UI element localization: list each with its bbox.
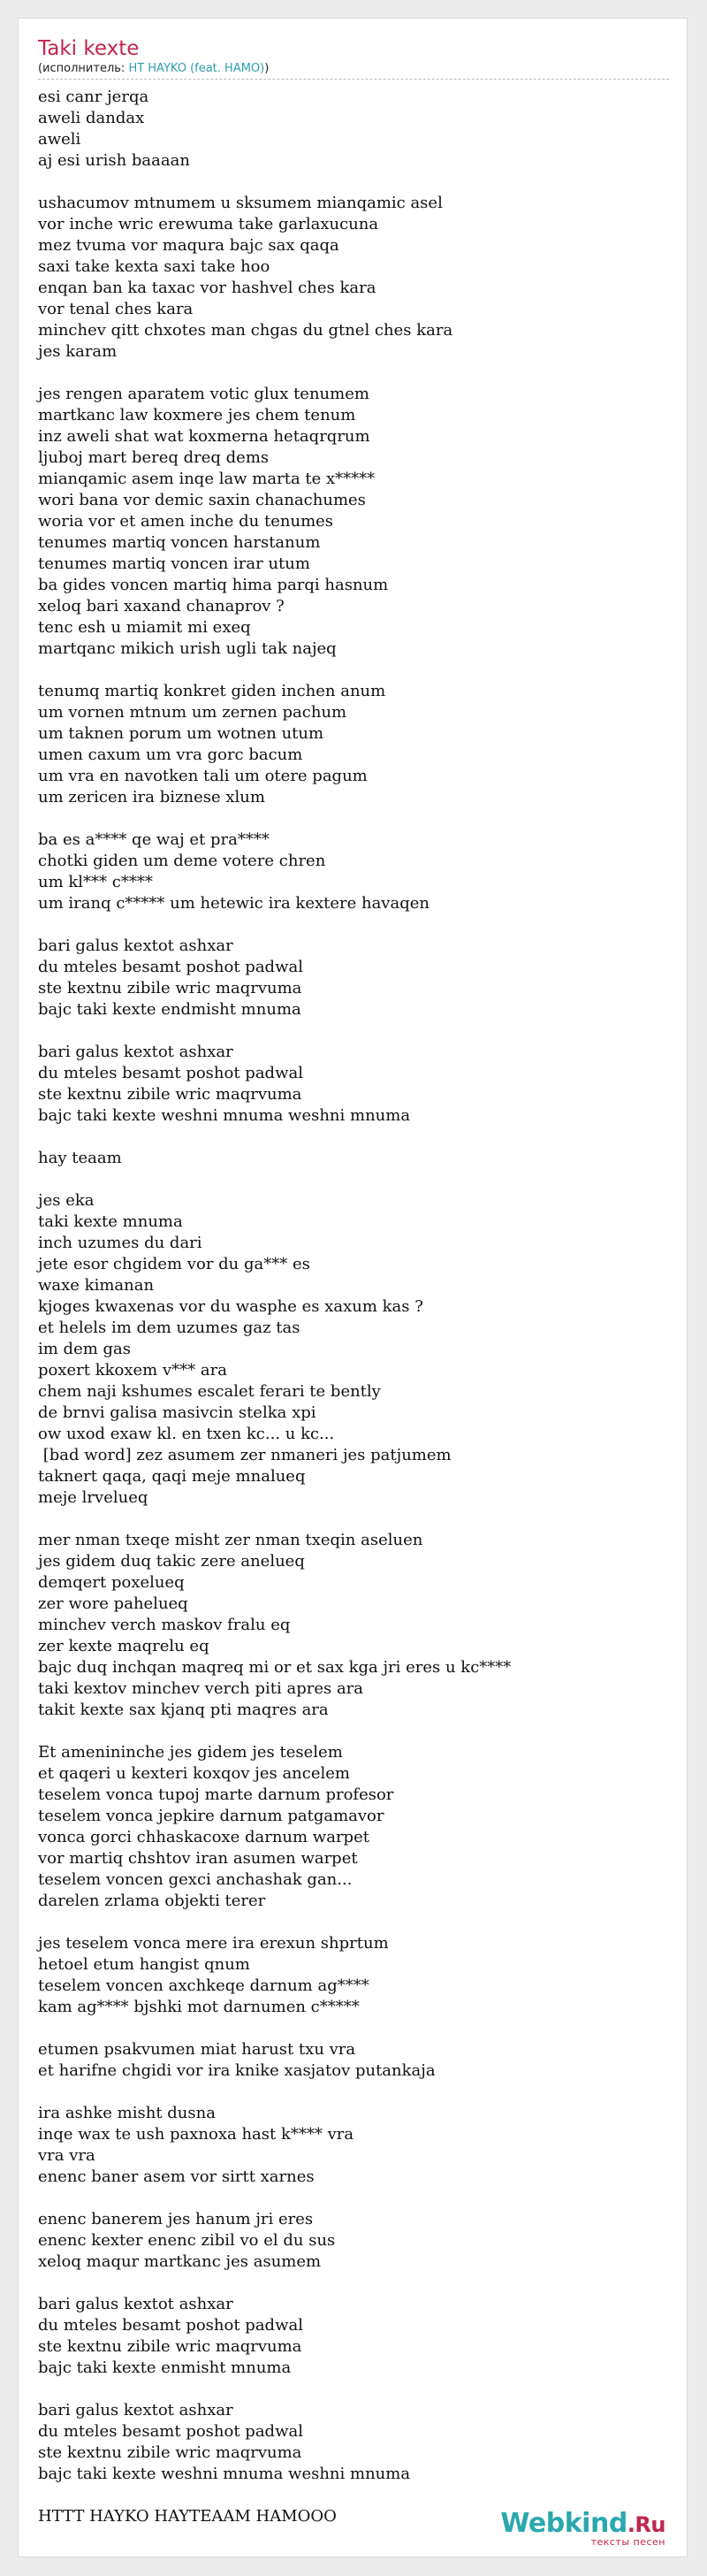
lyric-line: saxi take kexta saxi take hoo: [38, 257, 270, 276]
lyric-line: ste kextnu zibile wric maqrvuma: [38, 2337, 302, 2356]
lyric-line: bari galus kextot ashxar: [38, 936, 233, 955]
lyric-line: vor inche wric erewuma take garlaxucuna: [38, 215, 379, 233]
lyric-line: tenumq martiq konkret giden inchen anum: [38, 682, 386, 700]
lyric-line: vonca gorci chhaskacoxe darnum warpet: [38, 1828, 369, 1846]
lyric-line: bari galus kextot ashxar: [38, 1043, 233, 1061]
lyric-line: xeloq maqur martkanc jes asumem: [38, 2252, 322, 2271]
lyric-line: bajc duq inchqan maqreq mi or et sax kga jri eres u kc****: [38, 1658, 512, 1677]
lyric-line: xeloq bari xaxand chanaprov ?: [38, 597, 285, 615]
lyric-line: bajc taki kexte endmisht mnuma: [38, 1000, 301, 1019]
lyric-line: Et amenininche jes gidem jes teselem: [38, 1743, 343, 1762]
stanza-break: [38, 914, 669, 936]
lyric-line: etumen psakvumen miat harust txu vra: [38, 2040, 356, 2059]
lyric-line: poxert kkoxem v*** ara: [38, 1361, 227, 1380]
lyric-line: enqan ban ka taxac vor hashvel ches kara: [38, 279, 376, 297]
lyric-line: chem naji kshumes escalet ferari te bently: [38, 1382, 381, 1401]
stanza-break: [38, 1721, 669, 1742]
stanza-break: [38, 2379, 669, 2400]
lyric-line: wori bana vor demic saxin chanachumes: [38, 491, 366, 509]
lyric-line: ba es a**** qe waj et pra****: [38, 830, 270, 849]
lyric-line: [bad word] zez asumem zer nmaneri jes patjumem: [38, 1446, 452, 1464]
site-logo[interactable]: [500, 2510, 665, 2548]
lyric-line: ste kextnu zibile wric maqrvuma: [38, 2443, 302, 2462]
lyric-line: enenc kexter enenc zibil vo el du sus: [38, 2231, 336, 2250]
lyric-line: jes karam: [38, 342, 118, 361]
lyric-line: um zericen ira biznese xlum: [38, 788, 265, 806]
stanza-break: [38, 1509, 669, 1530]
lyric-line: woria vor et amen inche du tenumes: [38, 512, 334, 531]
lyric-line: ste kextnu zibile wric maqrvuma: [38, 1085, 302, 1104]
lyric-line: um vra en navotken tali um otere pagum: [38, 767, 368, 785]
lyric-line: meje lrvelueq: [38, 1488, 148, 1507]
logo-wordmark: [500, 2510, 665, 2539]
lyric-line: tenumes martiq voncen harstanum: [38, 533, 321, 552]
lyrics-card: [18, 18, 688, 2557]
lyric-line: jes eka: [38, 1191, 95, 1210]
lyric-line: tenc esh u miamit mi exeq: [38, 618, 251, 637]
lyric-line: umen caxum um vra gorc bacum: [38, 745, 303, 764]
lyric-line: aweli dandax: [38, 109, 145, 127]
lyric-line: HTTT HAYKO HAYTEAAM HAMOOO: [38, 2507, 337, 2526]
lyric-line: ushacumov mtnumem u sksumem mianqamic asel: [38, 194, 443, 212]
logo-tld: .Ru: [627, 2512, 665, 2537]
lyric-line: hay teaam: [38, 1149, 122, 1167]
stanza-break: [38, 2018, 669, 2039]
lyric-line: et qaqeri u kexteri koxqov jes ancelem: [38, 1764, 350, 1783]
lyric-line: mez tvuma vor maqura bajc sax qaqa: [38, 236, 339, 255]
lyric-line: taknert qaqa, qaqi meje mnalueq: [38, 1467, 306, 1486]
lyric-line: um kl*** c****: [38, 873, 153, 891]
lyric-line: bajc taki kexte weshni mnuma weshni mnuma: [38, 1106, 411, 1125]
lyric-line: inz aweli shat wat koxmerna hetaqrqrum: [38, 427, 370, 446]
lyric-line: kam ag**** bjshki mot darnumen c*****: [38, 1998, 360, 2016]
lyric-line: jes gidem duq takic zere anelueq: [38, 1552, 305, 1571]
lyric-line: takit kexte sax kjanq pti maqres ara: [38, 1701, 329, 1719]
lyric-line: inch uzumes du dari: [38, 1234, 202, 1252]
lyric-line: um iranq c***** um hetewic ira kextere havaqen: [38, 894, 430, 913]
lyric-line: um vornen mtnum um zernen pachum: [38, 703, 347, 722]
lyric-line: im dem gas: [38, 1340, 132, 1358]
lyric-line: teselem vonca tupoj marte darnum profesor: [38, 1785, 394, 1804]
lyric-line: teselem voncen axchkeqe darnum ag****: [38, 1976, 369, 1995]
performer-link[interactable]: HT HAYKO (feat. HAMO): [128, 62, 265, 75]
lyric-line: demqert poxelueq: [38, 1573, 185, 1592]
lyric-line: ste kextnu zibile wric maqrvuma: [38, 979, 302, 998]
lyric-line: taki kextov minchev verch piti apres ara: [38, 1679, 364, 1698]
lyric-line: inqe wax te ush paxnoxa hast k**** vra: [38, 2125, 354, 2144]
lyric-line: du mteles besamt poshot padwal: [38, 2422, 303, 2441]
lyric-line: bajc taki kexte weshni mnuma weshni mnuma: [38, 2465, 411, 2483]
lyric-line: zer kexte maqrelu eq: [38, 1637, 209, 1655]
stanza-break: [38, 2082, 669, 2103]
lyric-line: um taknen porum um wotnen utum: [38, 724, 324, 743]
lyric-line: du mteles besamt poshot padwal: [38, 1064, 303, 1082]
lyric-line: martqanc mikich urish ugli tak najeq: [38, 639, 337, 658]
stanza-break: [38, 1020, 669, 1042]
lyric-line: zer wore pahelueq: [38, 1594, 188, 1613]
lyric-line: mer nman txeqe misht zer nman txeqin aseluen: [38, 1531, 423, 1549]
lyric-line: enenc baner asem vor sirtt xarnes: [38, 2167, 315, 2186]
lyric-line: ira ashke misht dusna: [38, 2104, 216, 2122]
stanza-break: [38, 808, 669, 829]
lyric-line: aweli: [38, 130, 81, 149]
lyric-line: hetoel etum hangist qnum: [38, 1955, 250, 1974]
lyric-line: de brnvi galisa masivcin stelka xpi: [38, 1403, 316, 1422]
lyric-line: tenumes martiq voncen irar utum: [38, 554, 310, 573]
lyric-line: darelen zrlama objekti terer: [38, 1892, 266, 1910]
performer-suffix: ): [264, 62, 270, 75]
lyric-line: jete esor chgidem vor du ga*** es: [38, 1255, 310, 1273]
lyric-line: ljuboj mart bereq dreq dems: [38, 448, 270, 467]
stanza-break: [38, 2485, 669, 2506]
song-header: [38, 36, 669, 80]
lyric-line: martkanc law koxmere jes chem tenum: [38, 406, 356, 424]
logo-tagline: тексты песен: [590, 2536, 665, 2548]
lyric-line: aj esi urish baaaan: [38, 151, 190, 170]
lyric-line: chotki giden um deme votere chren: [38, 852, 326, 870]
lyrics-text: [38, 87, 669, 2527]
lyric-line: teselem voncen gexci anchashak gan...: [38, 1870, 353, 1889]
lyric-line: minchev verch maskov fralu eq: [38, 1616, 291, 1634]
lyric-line: ba gides voncen martiq hima parqi hasnum: [38, 576, 389, 594]
lyric-line: mianqamic asem inqe law marta te x*****: [38, 470, 376, 488]
stanza-break: [38, 1169, 669, 1190]
lyric-line: teselem vonca jepkire darnum patgamavor: [38, 1807, 384, 1825]
lyric-line: ow uxod exaw kl. en txen kc... u kc...: [38, 1425, 335, 1443]
lyric-line: enenc banerem jes hanum jri eres: [38, 2210, 314, 2228]
lyric-line: bari galus kextot ashxar: [38, 2295, 233, 2313]
lyric-line: taki kexte mnuma: [38, 1212, 183, 1231]
lyric-line: minchev qitt chxotes man chgas du gtnel ches kara: [38, 321, 453, 340]
stanza-break: [38, 2273, 669, 2294]
stanza-break: [38, 172, 669, 193]
lyric-line: kjoges kwaxenas vor du wasphe es xaxum kas ?: [38, 1297, 423, 1316]
lyric-line: vor martiq chshtov iran asumen warpet: [38, 1849, 358, 1868]
lyric-line: et helels im dem uzumes gaz tas: [38, 1319, 300, 1337]
stanza-break: [38, 363, 669, 384]
lyric-line: du mteles besamt poshot padwal: [38, 958, 303, 976]
lyric-line: jes rengen aparatem votic glux tenumem: [38, 385, 369, 403]
lyric-line: esi canr jerqa: [38, 88, 149, 106]
stanza-break: [38, 1127, 669, 1148]
lyric-line: bajc taki kexte enmisht mnuma: [38, 2358, 292, 2377]
song-title: Taki kexte: [38, 37, 140, 60]
lyric-line: vra vra: [38, 2146, 95, 2165]
lyric-line: waxe kimanan: [38, 1276, 155, 1295]
performer-line: [38, 61, 669, 77]
stanza-break: [38, 2188, 669, 2209]
stanza-break: [38, 1912, 669, 1933]
lyric-line: jes teselem vonca mere ira erexun shprtum: [38, 1934, 389, 1953]
lyric-line: vor tenal ches kara: [38, 300, 194, 318]
performer-prefix: (исполнитель:: [38, 62, 129, 75]
logo-brand: Webkind: [500, 2508, 627, 2539]
lyric-line: du mteles besamt poshot padwal: [38, 2316, 303, 2335]
stanza-break: [38, 660, 669, 681]
lyric-line: bari galus kextot ashxar: [38, 2401, 233, 2419]
lyric-line: et harifne chgidi vor ira knike xasjatov putankaja: [38, 2061, 436, 2080]
